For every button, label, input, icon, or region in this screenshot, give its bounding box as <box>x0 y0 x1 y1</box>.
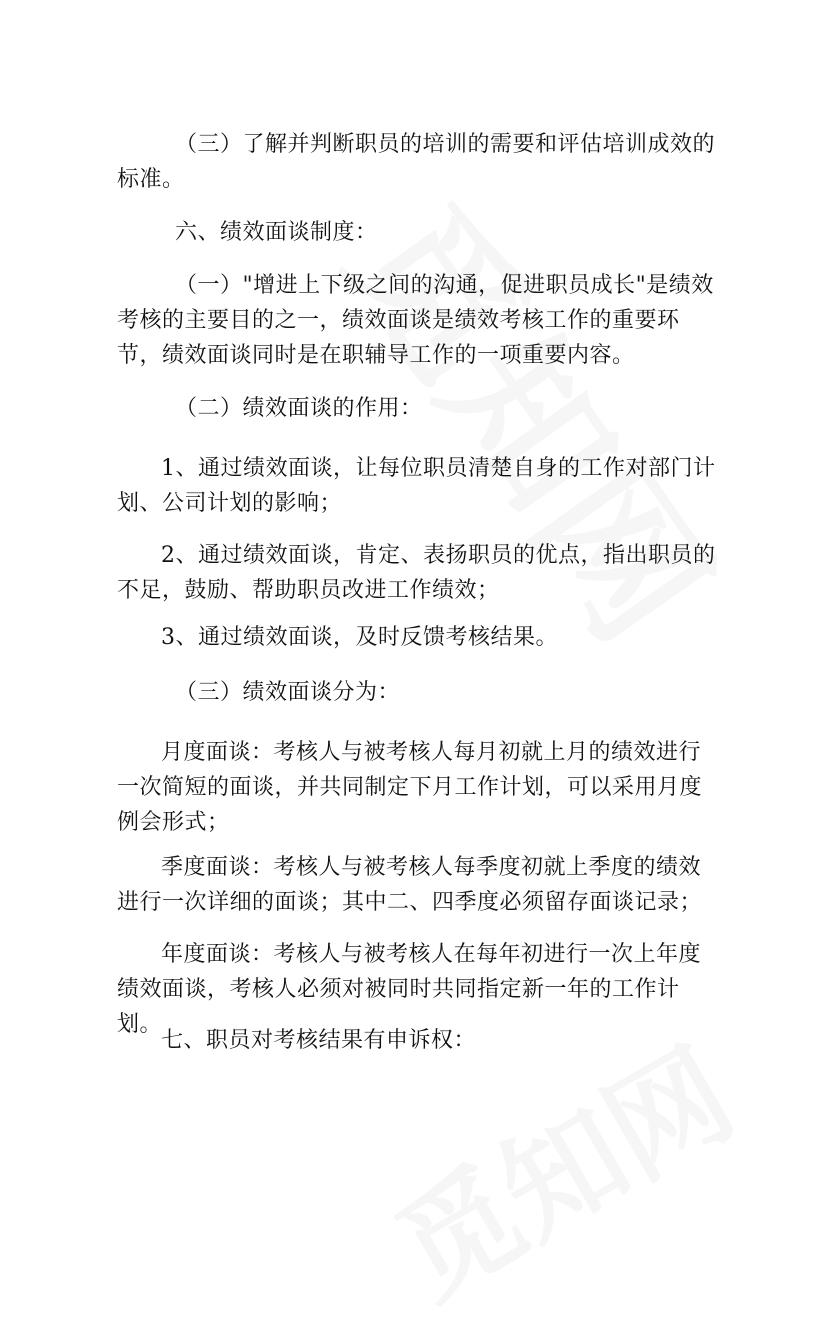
paragraph-training-standard: （三）了解并判断职员的培训的需要和评估培训成效的标准。 <box>117 132 716 192</box>
paragraph-monthly-interview: 月度面谈：考核人与被考核人每月初就上月的绩效进行一次简短的面谈，并共同制定下月工作计划，可以采用月度例会形式； <box>117 740 703 835</box>
heading-interview-types: （三）绩效面谈分为： <box>175 680 401 705</box>
list-item-2: 2、通过绩效面谈，肯定、表扬职员的优点，指出职员的不足，鼓励、帮助职员改进工作绩效； <box>117 543 716 603</box>
paragraph-annual-interview: 年度面谈：考核人与被考核人在每年初进行一次上年度绩效面谈，考核人必须对被同时共同指定新一年的工作计划。 <box>117 942 702 1037</box>
heading-appeal-right: 七、职员对考核结果有申诉权： <box>161 1028 477 1053</box>
paragraph-quarterly-interview: 季度面谈：考核人与被考核人每季度初就上季度的绩效进行一次详细的面谈；其中二、四季度必须留存面谈记录； <box>117 855 703 915</box>
paragraph-interview-purpose: （一）"增进上下级之间的沟通，促进职员成长"是绩效考核的主要目的之一，绩效面谈是绩效考核工作的重要环节，绩效面谈同时是在职辅导工作的一项重要内容。 <box>117 273 714 368</box>
list-item-1: 1、通过绩效面谈，让每位职员清楚自身的工作对部门计划、公司计划的影响； <box>117 456 716 516</box>
heading-interview-system: 六、绩效面谈制度： <box>175 220 378 245</box>
list-item-3: 3、通过绩效面谈，及时反馈考核结果。 <box>161 625 558 650</box>
heading-interview-role: （二）绩效面谈的作用： <box>175 396 423 421</box>
